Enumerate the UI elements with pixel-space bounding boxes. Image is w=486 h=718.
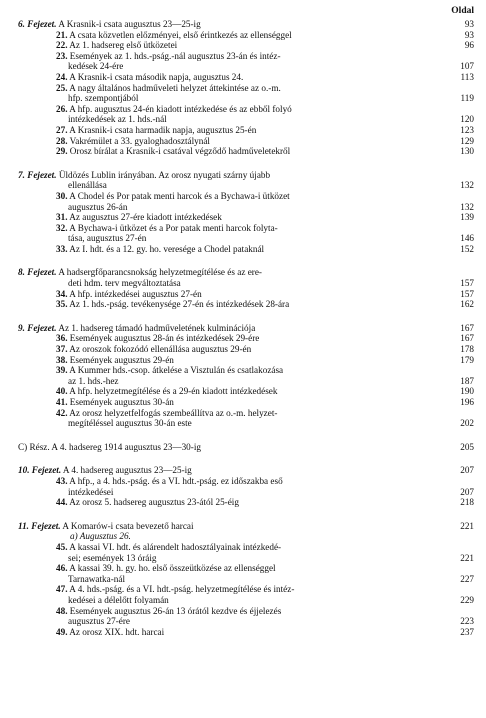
- entry-text: [56, 344, 446, 355]
- chapter-number: 11.: [18, 520, 29, 531]
- entry-title: deti hdm. terv megváltoztatása: [68, 278, 181, 289]
- chapter-number: 10.: [18, 465, 30, 476]
- entry-title: A Krasnik-i csata harmadik napja, augusztus 25-én: [69, 124, 257, 135]
- toc-entry: [18, 114, 474, 125]
- entry-text: [56, 408, 446, 419]
- entry-text: [68, 616, 446, 627]
- toc-entry: [18, 278, 474, 289]
- chapter-title: [18, 323, 446, 334]
- part-heading: [18, 442, 474, 453]
- page-number: 120: [460, 114, 474, 125]
- entry-text: [56, 627, 446, 638]
- toc-entry: [18, 386, 474, 397]
- toc-entry: [18, 180, 474, 191]
- entry-number: 46.: [56, 563, 68, 574]
- toc-entry: [18, 233, 474, 244]
- entry-title: A Kummer hds.-csop. átkelése a Visztulán és csatlakozása: [69, 365, 284, 376]
- page-number: 123: [460, 124, 474, 135]
- chapter-title: [18, 19, 446, 30]
- chapter-heading: [18, 19, 474, 30]
- entry-text: [68, 418, 446, 429]
- entry-text: [56, 30, 446, 41]
- page-number: 130: [460, 146, 474, 157]
- toc-entry: [18, 584, 474, 595]
- entry-title: A Krasnik-i csata második napja, augusztus 24.: [69, 71, 244, 82]
- entry-title: Az orosz helyzetfelfogás szembeállítva az o.-m. helyzet-: [69, 407, 278, 418]
- entry-number: 21.: [56, 29, 68, 40]
- chapter-number: 9.: [18, 322, 25, 333]
- entry-title: kedései a délelőtt folyamán: [68, 594, 169, 605]
- page-number: 227: [460, 573, 474, 584]
- toc-section: [18, 521, 474, 638]
- page-number: 113: [460, 71, 474, 82]
- toc-entry: [18, 487, 474, 498]
- toc-entry: [18, 408, 474, 419]
- toc-entry: [18, 93, 474, 104]
- entry-title: Tarnawatka-nál: [68, 573, 125, 584]
- entry-title: A 4. hds.-pság. és a VI. hdt.-pság. helyzetmegítélése és intéz-: [69, 584, 295, 595]
- entry-title: A hfp., a 4. hds.-pság. és a VI. hdt.-pság. ez időszakba eső: [69, 475, 283, 486]
- page-number: 190: [460, 386, 474, 397]
- entry-title: A hfp. augusztus 24-én kiadott intézkedése és az ebből folyó: [69, 103, 292, 114]
- chapter-number: 7.: [18, 169, 25, 180]
- page-number: 107: [460, 61, 474, 72]
- entry-title: hfp. szempontjából: [68, 93, 139, 104]
- page-number: 207: [460, 465, 474, 476]
- toc-section: [18, 465, 474, 507]
- toc-section: [18, 323, 474, 429]
- toc-entry: [18, 476, 474, 487]
- entry-title: az 1. hds.-hez: [68, 375, 119, 386]
- entry-text: [56, 289, 446, 300]
- toc-entry: [18, 299, 474, 310]
- entry-text: [70, 531, 446, 542]
- entry-title: A hfp. intézkedései augusztus 27-én: [69, 288, 202, 299]
- entry-number: 40.: [56, 386, 68, 397]
- entry-number: 27.: [56, 124, 68, 135]
- chapter-label: Fejezet.: [27, 169, 57, 180]
- entry-text: [56, 104, 446, 115]
- entry-text: [56, 584, 446, 595]
- entry-text: [56, 125, 446, 136]
- entry-title: A csata közvetlen előzményei, első érintkezés az ellenséggel: [69, 29, 292, 40]
- page-number: 132: [460, 201, 474, 212]
- chapter-heading: [18, 465, 474, 476]
- entry-text: [56, 51, 446, 62]
- entry-number: 43.: [56, 475, 68, 486]
- chapter-title-text: A Komarów-i csata bevezető harcai: [62, 520, 194, 531]
- chapter-title: [18, 521, 446, 532]
- page-number: 93: [464, 19, 474, 29]
- entry-number: 25.: [56, 82, 68, 93]
- toc-entry: [18, 355, 474, 366]
- page-number: 202: [460, 418, 474, 429]
- entry-number: 31.: [56, 212, 68, 223]
- entry-title: A nagy általános hadműveleti helyzet áttekintése az o.-m.: [69, 82, 281, 93]
- page-number: 223: [460, 616, 474, 627]
- chapter-title: [18, 267, 446, 278]
- entry-text: [68, 553, 446, 564]
- chapter-title-text: Üldözés Lublin irányában. Az orosz nyugati szárny újabb: [58, 169, 271, 180]
- entry-number: 33.: [56, 243, 68, 254]
- chapter-title-text: A 4. hadsereg augusztus 23—25-ig: [62, 465, 192, 476]
- toc-entry: [18, 244, 474, 255]
- toc-entry: [18, 146, 474, 157]
- entry-text: [56, 146, 446, 157]
- entry-number: 42.: [56, 407, 68, 418]
- entry-number: 35.: [56, 299, 68, 310]
- entry-text: [56, 72, 446, 83]
- entry-title: intézkedések az 1. hds.-nál: [68, 114, 167, 125]
- toc-entry: [18, 191, 474, 202]
- page-number: 96: [464, 40, 474, 51]
- entry-text: [68, 93, 446, 104]
- toc-entry: [18, 83, 474, 94]
- entry-number: 48.: [56, 605, 68, 616]
- entry-number: 41.: [56, 397, 68, 407]
- entry-text: [56, 40, 446, 51]
- page-number: 187: [460, 375, 474, 386]
- page-number: 93: [464, 29, 474, 40]
- entry-title: augusztus 26-án: [68, 201, 128, 212]
- page-number: 207: [460, 486, 474, 497]
- entry-title: kedések 24-ére: [68, 61, 124, 72]
- page-number: 157: [460, 278, 474, 289]
- entry-text: [56, 563, 446, 574]
- entry-text: [56, 212, 446, 223]
- entry-text: [56, 476, 446, 487]
- entry-number: 47.: [56, 584, 68, 595]
- chapter-label: Fejezet.: [27, 19, 57, 29]
- entry-title: Események augusztus 30-án: [69, 397, 174, 407]
- toc-entry: [18, 365, 474, 376]
- entry-number: 39.: [56, 365, 68, 376]
- page-number: 221: [460, 552, 474, 563]
- entry-title: Az 1. hadsereg első ütközetei: [69, 40, 178, 51]
- page-number: 129: [460, 135, 474, 146]
- entry-number: 23.: [56, 50, 68, 61]
- entry-title: tása, augusztus 27-én: [68, 233, 147, 244]
- toc-entry: [18, 104, 474, 115]
- page-number: 229: [460, 594, 474, 605]
- entry-text: [56, 386, 446, 397]
- entry-text: [68, 61, 446, 72]
- toc-entry: [18, 574, 474, 585]
- part-title: C) Rész. A 4. hadsereg 1914 augusztus 23—30-ig: [18, 441, 201, 452]
- page-number: 218: [460, 497, 474, 508]
- entry-text: [56, 244, 446, 255]
- entry-title: Az augusztus 27-ére kiadott intézkedések: [69, 212, 222, 223]
- toc-entry: [18, 212, 474, 223]
- entry-text: [68, 595, 446, 606]
- toc-entry: [18, 418, 474, 429]
- chapter-heading: [18, 267, 474, 278]
- entry-number: 44.: [56, 497, 68, 508]
- entry-number: 36.: [56, 333, 68, 344]
- entry-title: Az I. hdt. és a 12. gy. ho. veresége a Chodel pataknál: [69, 243, 265, 254]
- subsection-heading: [18, 531, 474, 542]
- chapter-title: [18, 170, 446, 181]
- entry-text: [56, 365, 446, 376]
- table-of-contents: [18, 19, 474, 650]
- chapter-number: 6.: [18, 19, 25, 29]
- entry-number: 28.: [56, 135, 68, 146]
- entry-text: [56, 606, 446, 617]
- entry-title: A Chodel és Por patak menti harcok és a Bychawa-i ütközet: [69, 190, 290, 201]
- entry-title: Események az 1. hds.-pság.-nál augusztus 23-án és intéz-: [69, 50, 281, 61]
- toc-section: [18, 19, 474, 157]
- chapter-label: Fejezet.: [31, 465, 62, 476]
- entry-text: [56, 191, 446, 202]
- toc-section: [18, 267, 474, 309]
- entry-title: Vakrémület a 33. gyaloghadosztálynál: [69, 135, 210, 146]
- toc-entry: [18, 627, 474, 638]
- entry-number: 37.: [56, 344, 68, 355]
- page-number: 167: [460, 322, 474, 333]
- entry-text: [56, 136, 446, 147]
- entry-title: intézkedései: [68, 486, 114, 497]
- entry-text: [68, 487, 446, 498]
- chapter-title-text: A Krasnik-i csata augusztus 23—25-ig: [58, 19, 201, 29]
- page-number: 221: [460, 520, 474, 531]
- page-number: 237: [460, 626, 474, 637]
- entry-title: Események augusztus 29-én: [69, 354, 174, 365]
- page-number: 157: [460, 288, 474, 299]
- chapter-title-text: A hadsergfőparancsnokság helyzetmegítélése és az ere-: [58, 267, 262, 278]
- page-number: 152: [460, 243, 474, 254]
- entry-title: Az orosz 5. hadsereg augusztus 23-ától 25-éig: [69, 497, 239, 508]
- page-number: 162: [460, 299, 474, 310]
- chapter-heading: [18, 170, 474, 181]
- toc-entry: [18, 344, 474, 355]
- entry-number: 45.: [56, 541, 68, 552]
- page-number: 146: [460, 233, 474, 244]
- entry-title: sei; események 13 óráig: [68, 552, 157, 563]
- chapter-label: Fejezet.: [27, 267, 57, 278]
- entry-text: [68, 376, 446, 387]
- toc-entry: [18, 616, 474, 627]
- toc-entry: [18, 606, 474, 617]
- entry-title: a) Augusztus 26.: [70, 531, 131, 542]
- page-number: 196: [460, 397, 474, 407]
- entry-text: [68, 278, 446, 289]
- page-number: 179: [460, 354, 474, 365]
- toc-entry: [18, 125, 474, 136]
- entry-title: Az 1. hds.-pság. tevékenysége 27-én és intézkedések 28-ára: [69, 299, 290, 310]
- toc-entry: [18, 136, 474, 147]
- entry-text: [56, 355, 446, 366]
- toc-entry: [18, 497, 474, 508]
- toc-entry: [18, 376, 474, 387]
- entry-text: [56, 542, 446, 553]
- toc-entry: [18, 61, 474, 72]
- entry-title: Az orosz XIX. hdt. harcai: [69, 626, 165, 637]
- toc-section: [18, 170, 474, 255]
- entry-text: [68, 233, 446, 244]
- entry-title: megítéléssel augusztus 30-án este: [68, 418, 192, 429]
- toc-entry: [18, 51, 474, 62]
- page-number: 132: [460, 180, 474, 191]
- chapter-label: Fejezet.: [31, 520, 61, 531]
- chapter-title-text: Az 1. hadsereg támadó hadműveletének kulminációja: [58, 322, 256, 333]
- entry-number: 34.: [56, 288, 68, 299]
- toc-section: [18, 442, 474, 453]
- entry-title: A Bychawa-i ütközet és a Por patak menti harcok folyta-: [69, 222, 278, 233]
- entry-title: Események augusztus 26-án 13 órától kezdve és éjjelezés: [69, 605, 282, 616]
- toc-entry: [18, 595, 474, 606]
- toc-entry: [18, 223, 474, 234]
- toc-entry: [18, 542, 474, 553]
- entry-text: [68, 114, 446, 125]
- entry-title: augusztus 27-ére: [68, 616, 130, 627]
- entry-title: ellenállása: [68, 180, 107, 191]
- entry-number: 22.: [56, 40, 68, 51]
- entry-number: 38.: [56, 354, 68, 365]
- entry-title: Az oroszok fokozódó ellenállása augusztus 29-én: [69, 344, 252, 355]
- page-number: 205: [460, 441, 474, 452]
- entry-number: 49.: [56, 626, 68, 637]
- page-number: 178: [460, 344, 474, 355]
- entry-title: A kassai 39. h. gy. ho. első összeütközése az ellenséggel: [69, 563, 276, 574]
- entry-text: [56, 223, 446, 234]
- entry-number: 26.: [56, 103, 68, 114]
- entry-title: A kassai VI. hdt. és alárendelt hadosztályainak intézkedé-: [69, 541, 282, 552]
- toc-entry: [18, 553, 474, 564]
- entry-text: [68, 574, 446, 585]
- entry-title: Események augusztus 28-án és intézkedések 29-ére: [69, 333, 260, 344]
- page-number: 139: [460, 212, 474, 223]
- entry-number: 30.: [56, 190, 68, 201]
- entry-text: [56, 299, 446, 310]
- page-column-header: Oldal: [451, 6, 474, 16]
- entry-text: [68, 180, 446, 191]
- entry-number: 24.: [56, 71, 68, 82]
- toc-entry: [18, 289, 474, 300]
- entry-text: [56, 497, 446, 508]
- entry-text: [56, 397, 446, 408]
- chapter-title: [18, 465, 446, 476]
- page-number: 167: [460, 333, 474, 344]
- toc-entry: [18, 333, 474, 344]
- chapter-label: Fejezet.: [27, 322, 57, 333]
- entry-title: A hfp. helyzetmegítélése és a 29-én kiadott intézkedések: [69, 386, 278, 397]
- chapter-heading: [18, 521, 474, 532]
- toc-entry: [18, 72, 474, 83]
- toc-entry: [18, 397, 474, 408]
- toc-entry: [18, 202, 474, 213]
- chapter-heading: [18, 323, 474, 334]
- chapter-number: 8.: [18, 267, 25, 278]
- toc-entry: [18, 30, 474, 41]
- entry-text: [56, 333, 446, 344]
- entry-text: [68, 202, 446, 213]
- entry-title: Orosz bírálat a Krasnik-i csatával végződő hadműveletekről: [69, 146, 291, 157]
- entry-number: 29.: [56, 146, 68, 157]
- entry-number: 32.: [56, 222, 68, 233]
- page-number: 119: [460, 93, 474, 104]
- toc-entry: [18, 563, 474, 574]
- toc-entry: [18, 40, 474, 51]
- entry-text: [56, 83, 446, 94]
